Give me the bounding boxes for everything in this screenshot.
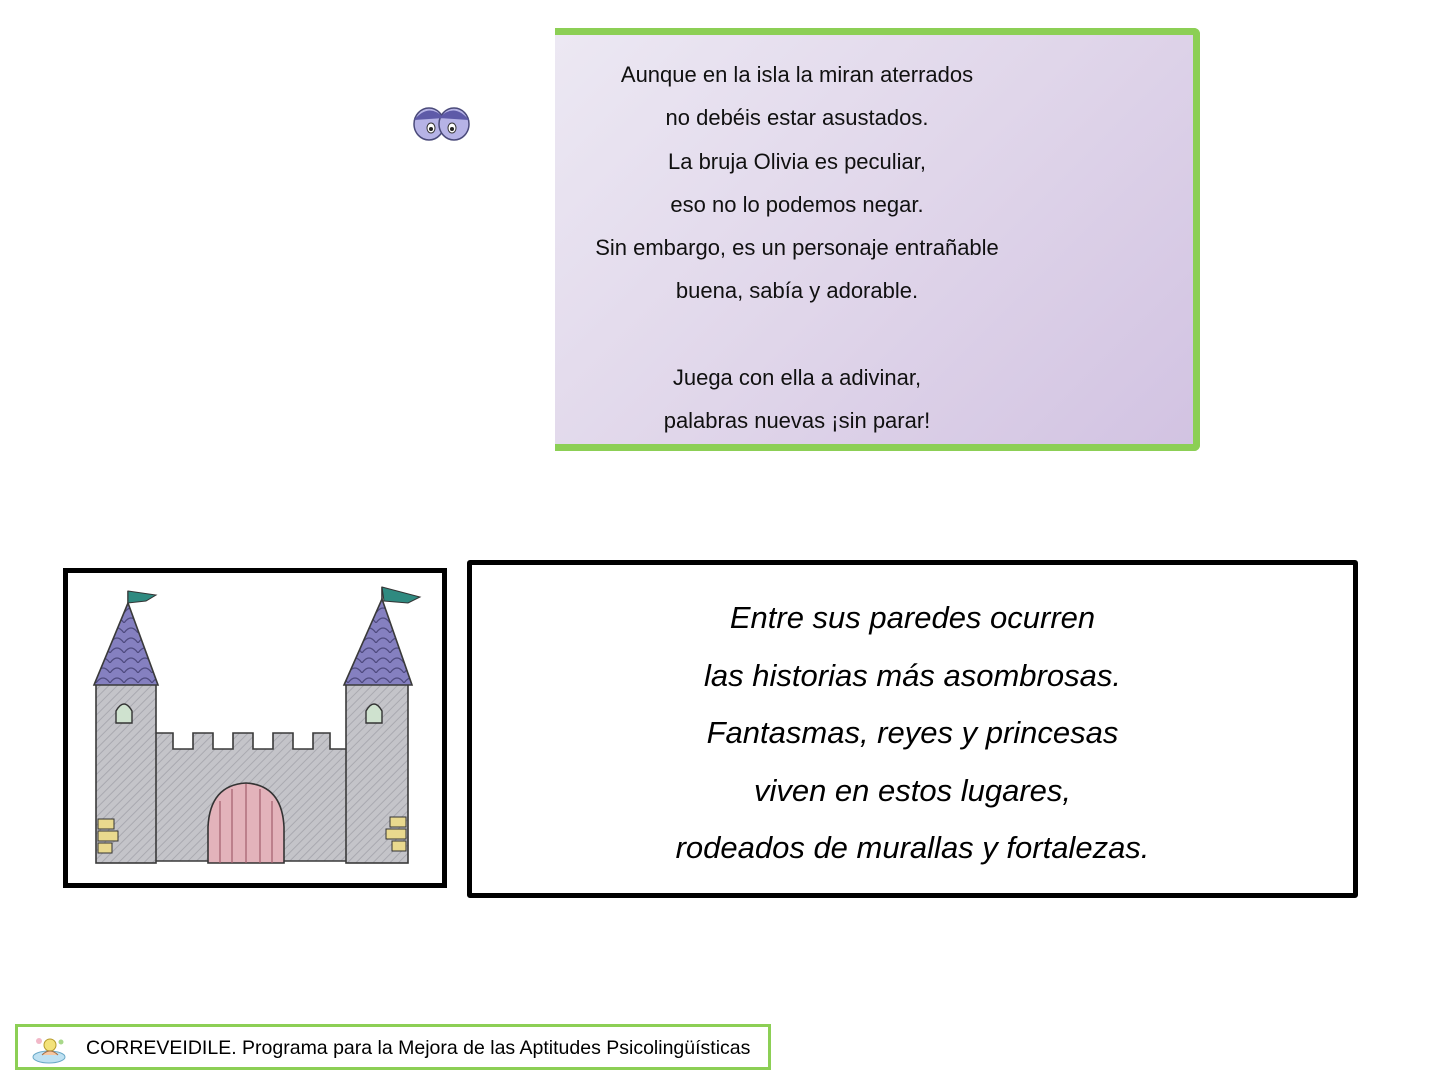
poem-line: Juega con ella a adivinar, bbox=[672, 365, 922, 391]
poem-line: eso no lo podemos negar. bbox=[670, 191, 924, 217]
castle-poem bbox=[472, 589, 1353, 877]
bruja-olivia-poem-box bbox=[555, 28, 1200, 451]
castle-poem-line: rodeados de murallas y fortalezas. bbox=[675, 830, 1150, 866]
castle-poem-line: Entre sus paredes ocurren bbox=[729, 600, 1096, 635]
castle-poem-line: Fantasmas, reyes y princesas bbox=[706, 715, 1119, 751]
correveidile-logo-icon bbox=[30, 1033, 68, 1065]
poem-blank-line bbox=[555, 313, 1039, 356]
poem-line: no debéis estar asustados. bbox=[665, 105, 929, 131]
footer bbox=[15, 1024, 771, 1070]
bruja-olivia-poem bbox=[555, 53, 1039, 443]
castle-poem-line: viven en estos lugares, bbox=[753, 772, 1072, 808]
eyes-icon bbox=[410, 100, 472, 146]
poem-line: Aunque en la isla la miran aterrados bbox=[620, 62, 974, 87]
footer-text: CORREVEIDILE. Programa para la Mejora de las Aptitudes Psicolingüísticas bbox=[86, 1037, 751, 1059]
poem-line: buena, sabía y adorable. bbox=[675, 278, 919, 304]
castle-picture-frame bbox=[63, 568, 447, 888]
poem-line: Sin embargo, es un personaje entrañable bbox=[595, 235, 999, 261]
castle-poem-box bbox=[467, 560, 1358, 898]
poem-line: La bruja Olivia es peculiar, bbox=[667, 148, 927, 174]
poem-line: palabras nuevas ¡sin parar! bbox=[663, 408, 931, 434]
castle-poem-line: las historias más asombrosas. bbox=[704, 657, 1121, 693]
castle-illustration bbox=[68, 573, 442, 883]
